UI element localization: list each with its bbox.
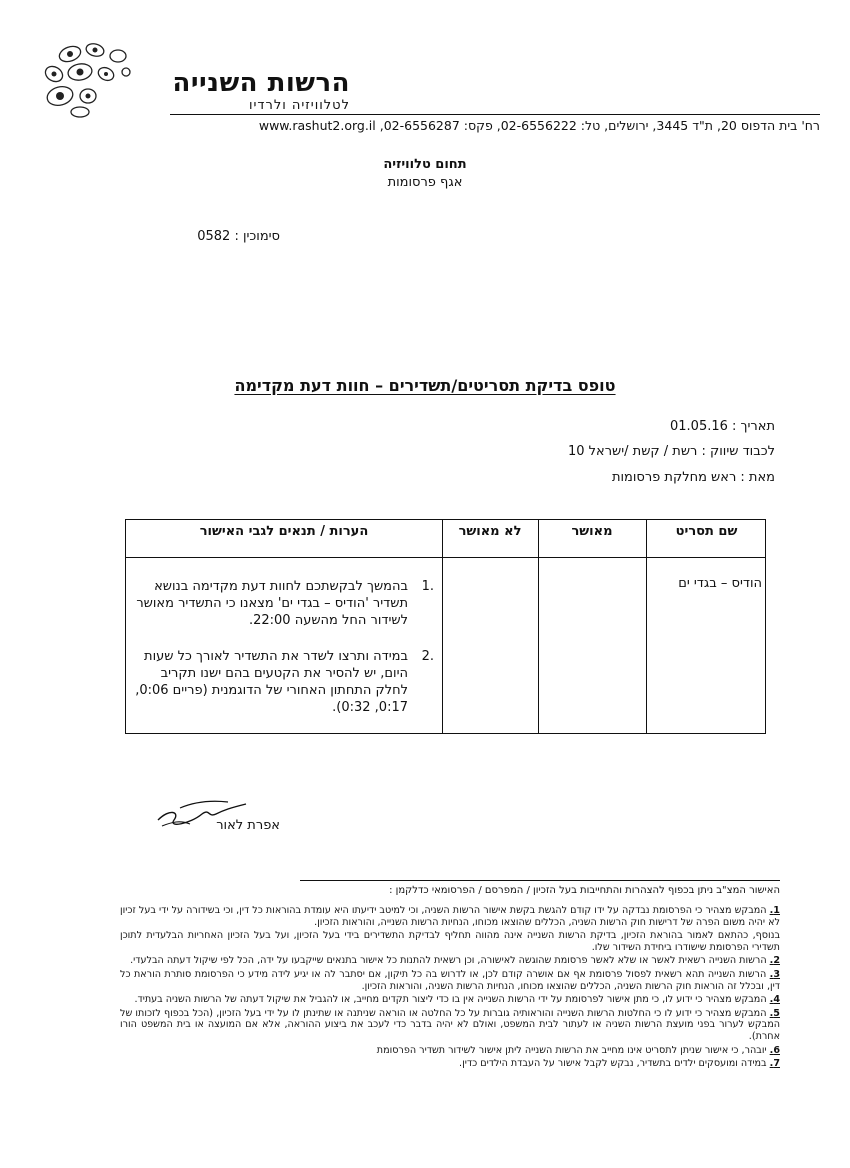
term-number: 6. [769, 1044, 780, 1056]
term-item [120, 1045, 780, 1057]
term-text: יובהר, כי אישור שניתן לתסריט אינו מחייב את הרשות השנייה ליתן אישור לשידור תשדיר הפרסומת [376, 1044, 767, 1056]
term-item [120, 905, 780, 928]
terms-list [120, 905, 780, 1072]
sender-line: מאת : ראש מחלקת פרסומות [611, 470, 775, 485]
term-text: המבקש מצהיר כי ידוע לו, כי מתן אישור לפרסומת על ידי הרשות השנייה אין בו כדי ליצור תקדים מחייב, או להגביל את שיקול דעתה של הרשות השניה בעתיד. [134, 994, 767, 1006]
organization-subtitle: לטלוויזיה ולרדיו [248, 98, 350, 113]
term-number: 4. [769, 994, 780, 1006]
date-line: תאריך : 01.05.16 [670, 419, 775, 434]
terms-intro: האישור המצ"ב ניתן בכפוף להצהרות והתחייבות בעל הזכיון / המפרסם / הפרסומאי כדלקמן : [389, 885, 780, 896]
division-title: תחום טלוויזיה [383, 157, 467, 172]
column-header-spot-name: שם תסריט [675, 524, 738, 539]
organization-name: הרשות השנייה [172, 68, 350, 98]
term-text: המבקש מצהיר כי ידוע לו כי החלטות הרשות השנייה והוראותיה גוברות על כל החלטה או הוראה שניתנה או שתינתן לו על ידי בעל הזכיון, (הכל בכפוף לזכותו של המבקש לערור בפני מועצת הרשות השניה או לעתור לבית המשפט, ואולם לא יהיה בדבר כדי לעכב את ביצוע ההוראה, אלא אם המועצה או בית המשפט הורו אחרת). [120, 1007, 780, 1042]
term-item [120, 994, 780, 1006]
approval-table [125, 519, 766, 734]
term-item [120, 955, 780, 967]
term-item [120, 1008, 780, 1043]
note-number: .2 [421, 649, 434, 664]
note-number: .1 [421, 579, 434, 594]
note-item [134, 578, 434, 629]
spot-name-cell: הודיס – בגדי ים [678, 576, 762, 591]
note-item [134, 648, 434, 716]
recipient-line: לכבוד שיווק : רשת / קשת /ישראל 10 [567, 444, 775, 459]
header-contact-line: רח' בית הדפוס 20, ת"ד 3445, ירושלים, טל: 02-6556222, פקס: 02-6556287, www.rashut2.org.il [258, 118, 820, 133]
terms-divider [300, 880, 780, 881]
term-number: 7. [769, 1058, 780, 1070]
term-text: בנוסף, כהתאם לאמור בהוראת הזכיון, בדיקת הרשות השנייה אינה מהווה תחליף לבדיקת התשדירים בידי בעל הזכיון, ועל בעל הזכיון האחריות הבלעדית לתוכן תשדירי הפרסומת שישודרו ביחידת השידור שלו. [120, 930, 780, 953]
column-header-notes: הערות / תנאים לגבי האישור [199, 524, 369, 539]
table-column-divider [442, 520, 443, 733]
signer-name: אפרת לאור [216, 818, 280, 833]
department-name: אגף פרסומות [387, 175, 463, 190]
term-text: המבקש מצהיר כי הפרסומת נבדקה על ידו קודם להגשת בקשת אישור הרשות השניה, וכי למיטב ידיעתו היא עומדת בהוראות כל דין, וכי בשידורה על ידי בעל זכיון לא יהיה משום הפרה של דרישות חוק הרשות השניה, הכללים שהוצאו מכוחו, הנחיות הרשות השנייה, והוראות הזכיון. [120, 905, 780, 928]
form-title: טופס בדיקת תסריטים/תשדירים – חוות דעת מקדימה [234, 376, 616, 395]
reference-number: סימוכין : 0582 [197, 229, 280, 244]
term-item [120, 969, 780, 992]
table-column-divider [646, 520, 647, 733]
header-divider [170, 114, 820, 115]
column-header-approved: מאושר [571, 524, 613, 539]
table-header-divider [126, 557, 765, 558]
note-text: במידה ותרצו לשדר את התשדיר לאורך כל שעות היום, יש להסיר את הקטעים בהם ישנו תקריב לחלק התחתון האחורי של הדוגמנית (פריים 0:06, 0:17, 0:32). [135, 649, 408, 715]
term-number: 3. [769, 968, 780, 980]
term-text: הרשות השנייה תהא רשאית לפסול פרסומת אף אם אושרה קודם לכן, או לדרוש בה כל תיקון, אם יסתבר לה או יגיע לידה מידע כי הפרסומת סותרת הוראת כל דין, ובכלל זה הוראות חוק הרשות השניה, הכללים שהוצאו מכוחו, הנחיות הרשות השניה, והוראות הזכיון. [120, 968, 780, 992]
column-header-rejected: לא מאושר [458, 524, 522, 539]
term-text: במידה ומועסקים ילדים בתשדיר, נבקש לקבל אישור על העבדת הילדים כדין. [459, 1058, 767, 1070]
term-number: 1. [769, 905, 780, 916]
term-number: 2. [769, 955, 780, 967]
note-text: בהמשך לבקשתכם לחוות דעת מקדימה בנושא תשדיר 'הודיס – בגדי ים' מצאנו כי התשדיר מאושר לשידור החל מהשעה 22:00. [136, 579, 408, 628]
term-item [120, 930, 780, 953]
term-number: 5. [769, 1007, 780, 1019]
term-text: הרשות השנייה רשאית לאשר או שלא לאשר פרסומת שהוגשה לאישורה, וכן רשאית להתנות כל אישור בתנאים שייקבעו על ידה, הכל לפי שיקול דעתה הבלעדי. [130, 955, 767, 967]
term-item [120, 1058, 780, 1070]
table-column-divider [538, 520, 539, 733]
